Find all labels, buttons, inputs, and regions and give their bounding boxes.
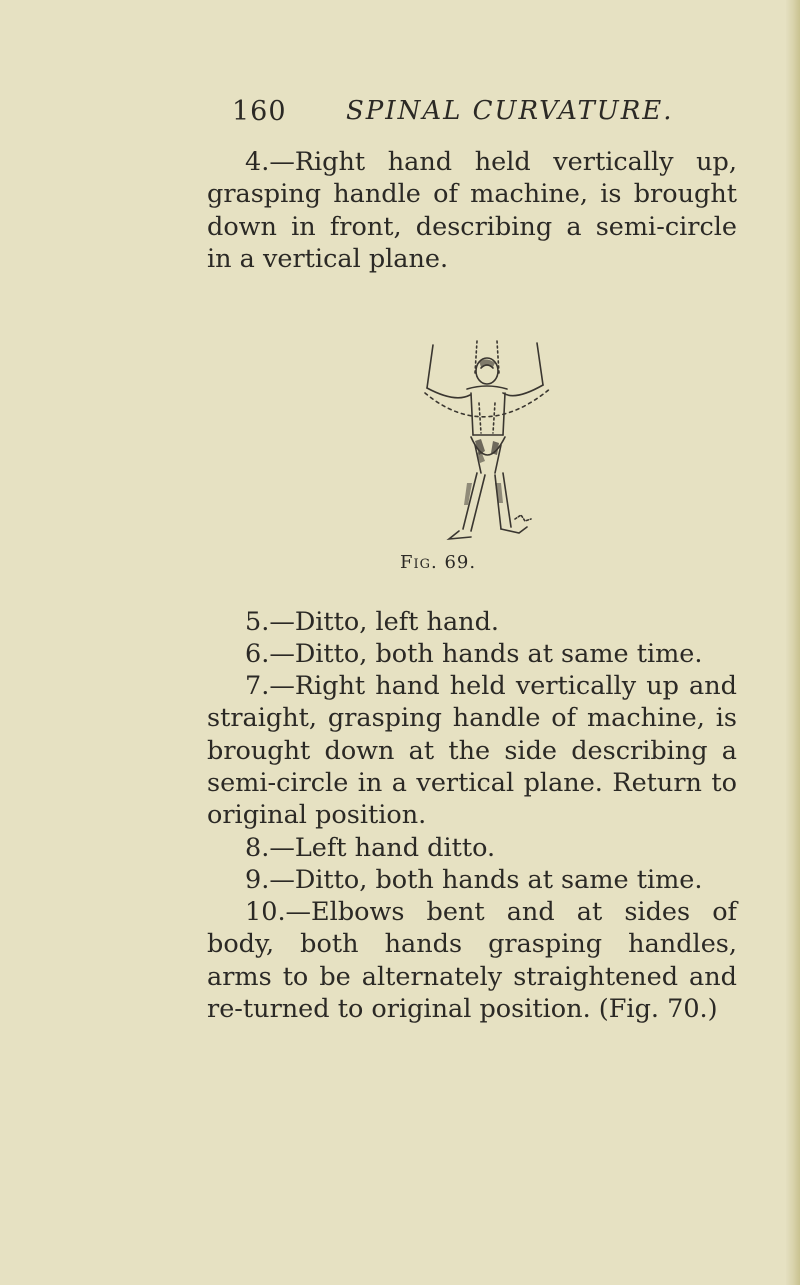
page-number: 160: [232, 96, 287, 127]
paragraph-8: 8.—Left hand ditto.: [245, 833, 496, 863]
paragraph-7: 7.—Right hand held vertically up and straight, grasping handle of machine, is brought down at the side describing a semi-circle in a vertical plane. Return to original position.: [207, 671, 737, 831]
running-title: SPINAL CURVATURE.: [346, 96, 674, 126]
paragraph-9: 9.—Ditto, both hands at same time.: [245, 865, 703, 895]
paragraph-6: 6.—Ditto, both hands at same time.: [245, 639, 703, 669]
page-edge: [786, 0, 800, 1285]
running-head: [0, 96, 800, 136]
figure-caption: Fig. 69.: [400, 552, 477, 573]
paragraph-10: 10.—Elbows bent and at sides of body, both hands grasping handles, arms to be alternately straightened and re-turned to original position. (Fig. 70.): [207, 897, 737, 1024]
paragraph-4: 4.—Right hand held vertically up, grasping handle of machine, is brought down in front, describing a semi-circle in a vertical plane.: [207, 147, 737, 274]
exercise-figure-drawing: [415, 333, 575, 541]
paragraph-5: 5.—Ditto, left hand.: [245, 607, 500, 637]
figure-69-illustration: [415, 333, 575, 541]
